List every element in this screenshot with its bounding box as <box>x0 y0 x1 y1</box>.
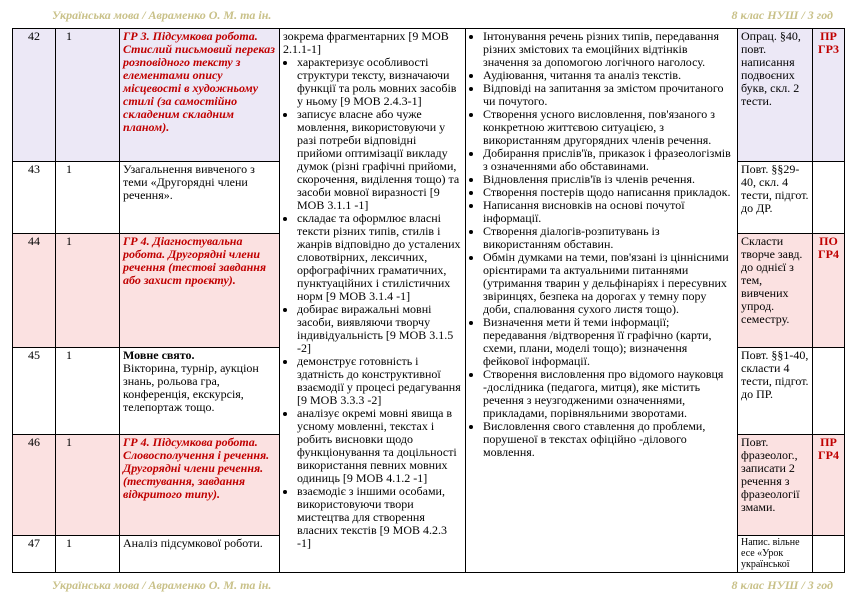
topic-title: Мовне свято. <box>123 348 195 362</box>
list-item: • Створення діалогів-розпитувань із використанням обставин. <box>483 225 734 251</box>
activities-list <box>469 30 734 459</box>
learning-outcomes-cell <box>280 29 466 573</box>
row-hours: 1 <box>56 348 120 435</box>
list-item: • Відповіді на запитання за змістом прочитаного чи почутого. <box>483 82 734 108</box>
row-homework: Напис. вільне есе «Урок української <box>738 536 813 573</box>
list-item: • Створення усного висловлення, пов'язаного з конкретною життєвою ситуацією, з використанням другорядних членів речення. <box>483 108 734 147</box>
lesson-plan-table <box>12 28 845 573</box>
row-homework: Повт. §§29-40, скл. 4 тести, підгот. до ДР. <box>738 162 813 234</box>
row-hours: 1 <box>56 29 120 162</box>
row-hours: 1 <box>56 234 120 348</box>
row-topic: Аналіз підсумкової роботи. <box>120 536 280 573</box>
row-topic: ГР 3. Підсумкова робота. Стислий письмовий переказ розповідного тексту з елементами опису місцевості в художньому стилі (за самостійно складеним складним планом). <box>120 29 280 162</box>
footer-left: Українська мова / Авраменко О. М. та ін. <box>52 578 272 592</box>
row-number: 46 <box>13 435 56 536</box>
row-code <box>813 162 845 234</box>
list-item: • характеризує особливості структури тексту, визначаючи функції та роль мовних засобів у ньому [9 МОВ 2.4.3-1] <box>297 56 462 108</box>
row-topic-cell <box>120 348 280 435</box>
row-topic: Узагальнення вивченого з теми «Другорядні члени речення». <box>120 162 280 234</box>
row-code: ПР ГР3 <box>813 29 845 162</box>
table-row <box>13 29 845 162</box>
list-item: • записує власне або чуже мовлення, використовуючи у разі потреби відповідні прийоми оптимізації викладу думок (різні графічні прийоми, скорочення, виділення тощо) та засоби мовної виразності [9 МОВ 3.1.1 -1] <box>297 108 462 212</box>
row-topic: ГР 4. Підсумкова робота. Словосполучення і речення. Другорядні члени речення. (тестування, завдання відкритого типу). <box>120 435 280 536</box>
list-item: • Створення висловлення про відомого науковця -дослідника (педагога, митця), яке містить речення з неузгодженими означеннями, прикладами, порівняльними зворотами. <box>483 368 734 420</box>
row-hours: 1 <box>56 162 120 234</box>
row-homework: Скласти творче завд. до однієї з тем, вивчених упрод. семестру. <box>738 234 813 348</box>
row-number: 43 <box>13 162 56 234</box>
header-left: Українська мова / Авраменко О. М. та ін. <box>52 8 272 22</box>
list-item: • Обмін думками на теми, пов'язані із ціннісними орієнтирами та актуальними питаннями (утримання тварин у дельфінаріях і пересувних звіринцях, безпека на дорогах у темну пору доби, спалювання сухого листя тощо). <box>483 251 734 316</box>
outcomes-list <box>283 56 462 550</box>
row-number: 45 <box>13 348 56 435</box>
list-item: • Аудіювання, читання та аналіз текстів. <box>483 69 734 82</box>
row-number: 44 <box>13 234 56 348</box>
row-code: ПО ГР4 <box>813 234 845 348</box>
list-item: • складає та оформлює власні тексти різних типів, стилів і жанрів відповідно до усталених словотвірних, лексичних, орфографічних граматичних, пунктуаційних і стилістичних норм [9 МОВ 3.1.4 -1] <box>297 212 462 303</box>
list-item: • Добирання прислів'їв, приказок і фразеологізмів з означеннями або обставинами. <box>483 147 734 173</box>
row-code <box>813 348 845 435</box>
list-item: • Висловлення свого ставлення до проблеми, порушеної в текстах офіційно -ділового мовлення. <box>483 420 734 459</box>
row-number: 42 <box>13 29 56 162</box>
row-hours: 1 <box>56 435 120 536</box>
list-item: • добирає виражальні мовні засоби, виявляючи творчу індивідуальність [9 МОВ 3.1.5 -2] <box>297 303 462 355</box>
outcome-lead: зокрема фрагментарних [9 МОВ 2.1.1-1] <box>283 29 449 56</box>
row-homework: Опрац. §40, повт. написання подвоєних букв, скл. 2 тести. <box>738 29 813 162</box>
list-item: • Визначення мети й теми інформації; передавання /відтворення її графічно (карти, схеми, плани, моделі тощо); визначення фейкової інформації. <box>483 316 734 368</box>
row-homework: Повт. §§1-40, скласти 4 тести, підгот. до ПР. <box>738 348 813 435</box>
topic-text: Вікторина, турнір, аукціон знань, рольова гра, конференція, екскурсія, телепортаж тощо. <box>123 361 259 414</box>
row-homework: Повт. фразеолог., записати 2 речення з фразеології змами. <box>738 435 813 536</box>
page-header <box>52 8 833 23</box>
list-item: • аналізує окремі мовні явища в усному мовленні, текстах і робить висновки щодо функціонування та доцільності використання певних мовних одиниць [9 МОВ 4.1.2 -1] <box>297 407 462 485</box>
row-number: 47 <box>13 536 56 573</box>
list-item: • взаємодіє з іншими особами, використовуючи твори мистецтва для створення власних текстів [9 МОВ 4.2.3 -1] <box>297 485 462 550</box>
row-hours: 1 <box>56 536 120 573</box>
page-footer <box>52 578 833 593</box>
row-code <box>813 536 845 573</box>
list-item: • Створення постерів щодо написання прикладок. <box>483 186 734 199</box>
list-item: • Інтонування речень різних типів, передавання різних змістових та емоційних відтінків значення за допомогою логічного наголосу. <box>483 30 734 69</box>
row-topic: ГР 4. Діагностувальна робота. Другорядні члени речення (тестові завдання або захист проєкту). <box>120 234 280 348</box>
list-item: • демонструє готовність і здатність до конструктивної взаємодії у процесі редагування [9 МОВ 3.3.3 -2] <box>297 355 462 407</box>
list-item: • Відновлення прислів'їв із членів речення. <box>483 173 734 186</box>
row-code: ПР ГР4 <box>813 435 845 536</box>
footer-right: 8 клас НУШ / 3 год <box>731 578 833 592</box>
list-item: • Написання висновків на основі почутої інформації. <box>483 199 734 225</box>
activities-cell <box>466 29 738 573</box>
header-right: 8 клас НУШ / 3 год <box>731 8 833 22</box>
